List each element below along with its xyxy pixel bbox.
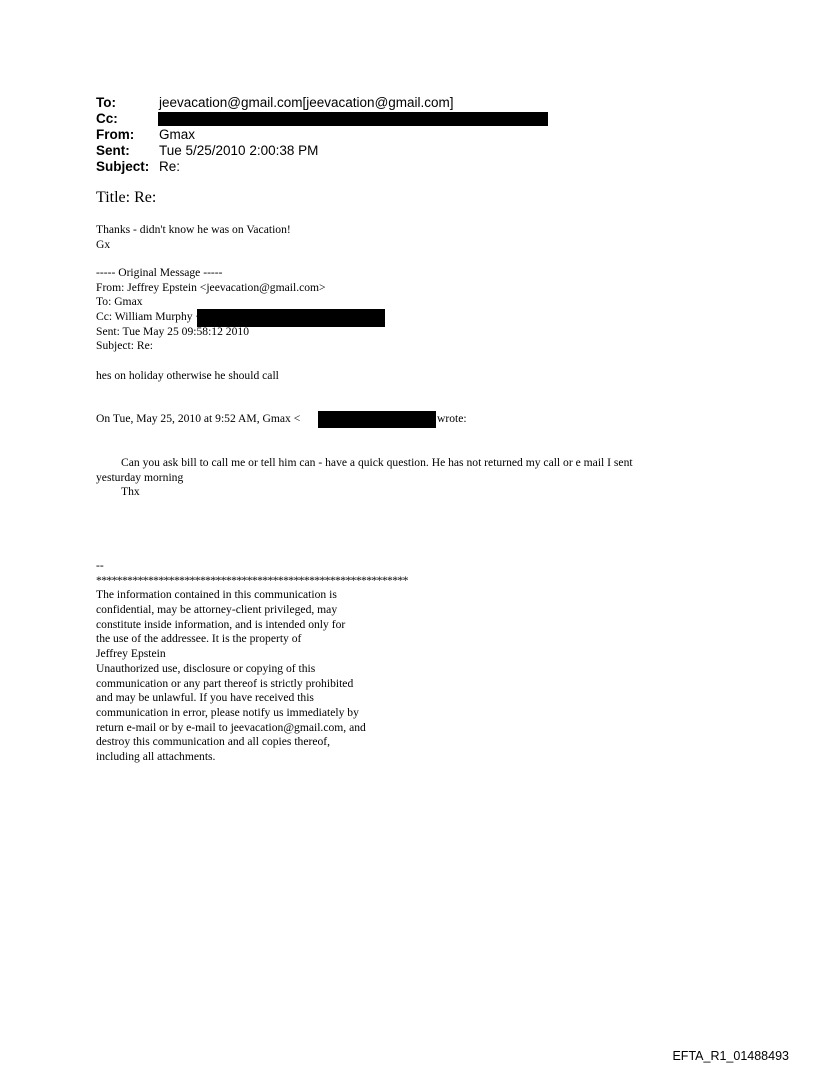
subject-label: Subject: — [96, 159, 150, 174]
original-from: From: Jeffrey Epstein <jeevacation@gmail.com> — [96, 280, 326, 294]
cc-label: Cc: — [96, 111, 118, 126]
original-subject: Subject: Re: — [96, 339, 153, 353]
original-to: To: Gmax — [96, 295, 143, 309]
original-divider: ----- Original Message ----- — [96, 266, 223, 279]
disclaimer-line: Jeffrey Epstein — [96, 647, 166, 661]
to-label: To: — [96, 95, 116, 110]
from-value: Gmax — [159, 127, 196, 142]
quote-header-suffix: wrote: — [437, 412, 467, 425]
quote-header-prefix: On Tue, May 25, 2010 at 9:52 AM, Gmax < — [96, 412, 301, 425]
from-label: From: — [96, 127, 135, 142]
original-message — [96, 266, 326, 354]
to-value: jeevacation@gmail.com[jeevacation@gmail.com] — [159, 95, 454, 110]
cc-redaction — [158, 112, 548, 126]
page-title: Title: Re: — [96, 189, 157, 206]
disclaimer-line: communication in error, please notify us immediately by — [96, 705, 359, 719]
disclaimer-line: confidential, may be attorney-client privileged, may — [96, 603, 338, 617]
original-sent: Sent: Tue May 25 09:58:12 2010 — [96, 324, 249, 338]
disclaimer-line: The information contained in this communication is — [96, 588, 337, 602]
sent-value: Tue 5/25/2010 2:00:38 PM — [159, 143, 319, 158]
quoted-line: yesturday morning — [96, 470, 184, 484]
document-id: EFTA_R1_01488493 — [672, 1049, 789, 1063]
message-body: hes on holiday otherwise he should call — [96, 369, 279, 382]
reply-line: Thanks - didn't know he was on Vacation! — [96, 223, 291, 236]
signature-stars: ************************************************************ — [96, 573, 408, 587]
subject-value: Re: — [159, 159, 181, 174]
quote-header — [96, 412, 467, 427]
signature-block — [96, 559, 408, 765]
reply-signoff: Gx — [96, 237, 111, 251]
disclaimer-line: the use of the addressee. It is the property of — [96, 632, 302, 646]
reply-body — [96, 223, 291, 252]
quoted-message — [96, 456, 633, 500]
disclaimer-line: and may be unlawful. If you have received this — [96, 691, 314, 705]
disclaimer-line: Unauthorized use, disclosure or copying of this — [96, 661, 316, 675]
disclaimer-line: destroy this communication and all copies thereof, — [96, 735, 331, 749]
sent-label: Sent: — [96, 143, 130, 158]
disclaimer-line: communication or any part thereof is strictly prohibited — [96, 676, 354, 690]
disclaimer-line: constitute inside information, and is intended only for — [96, 617, 346, 631]
disclaimer-line: including all attachments. — [96, 749, 216, 763]
signature-dashes: -- — [96, 559, 104, 572]
quoted-signoff: Thx — [121, 485, 140, 499]
quoted-line: Can you ask bill to call me or tell him can - have a quick question. He has not returned my call or e mail I sent — [121, 456, 633, 469]
disclaimer-line: return e-mail or by e-mail to jeevacation@gmail.com, and — [96, 720, 366, 734]
original-cc: Cc: William Murphy < — [96, 310, 203, 324]
gmax-email-redaction — [318, 411, 436, 428]
